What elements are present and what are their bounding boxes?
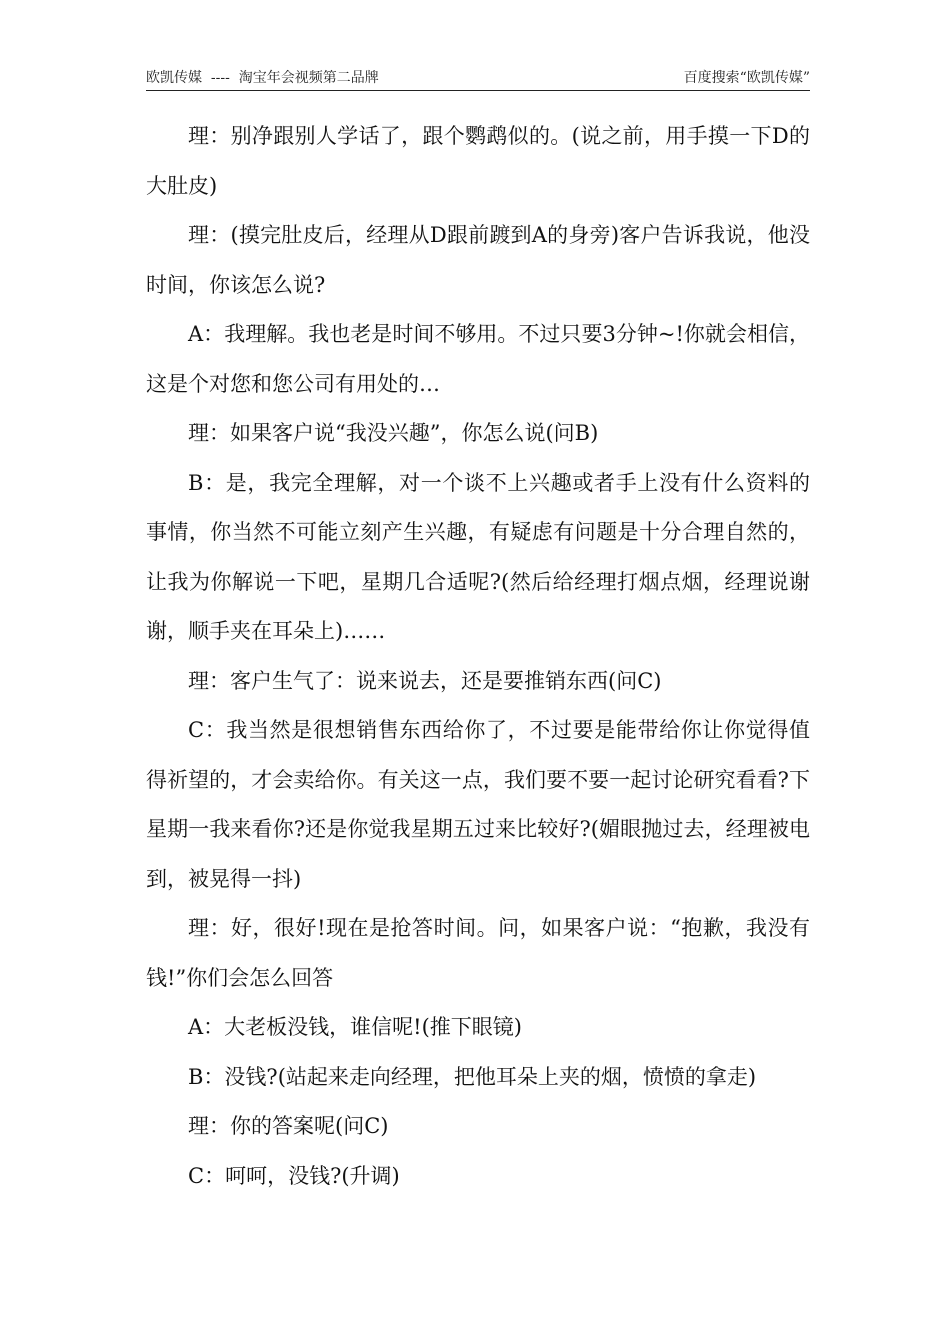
paragraph: B：没钱?(站起来走向经理，把他耳朵上夹的烟，愤愤的拿走) xyxy=(188,1064,757,1089)
paragraph: C：我当然是很想销售东西给你了，不过要是能带给你让你觉得值得祈望的，才会卖给你。有关这一点，我们要不要一起讨论研究看看?下星期一我来看你?还是你觉我星期五过来比较好?(媚眼抛过去，经理被电到，被晃得一抖) xyxy=(146,718,810,891)
document-body xyxy=(146,112,810,1201)
paragraph: 理：客户生气了：说来说去，还是要推销东西(问C) xyxy=(188,668,662,693)
paragraph: A：大老板没钱，谁信呢!(推下眼镜) xyxy=(188,1015,522,1039)
page-header xyxy=(146,68,810,91)
paragraph: 理：别净跟别人学话了，跟个鹦鹉似的。(说之前，用手摸一下D的大肚皮) xyxy=(146,124,810,198)
header-left-text: 欧凯传媒 ---- 淘宝年会视频第二品牌 xyxy=(146,70,379,86)
paragraph: 理：(摸完肚皮后，经理从D跟前踱到A的身旁)客户告诉我说，他没时间，你该怎么说? xyxy=(146,223,810,297)
paragraph: 理：你的答案呢(问C) xyxy=(188,1114,389,1138)
paragraph: B：是，我完全理解，对一个谈不上兴趣或者手上没有什么资料的事情，你当然不可能立刻产生兴趣，有疑虑有问题是十分合理自然的，让我为你解说一下吧，星期几合适呢?(然后给经理打烟点烟，经理说谢谢，顺手夹在耳朵上)…… xyxy=(146,470,810,643)
paragraph: 理：好，很好!现在是抢答时间。问，如果客户说：“抱歉，我没有钱!”你们会怎么回答 xyxy=(146,916,810,990)
paragraph: 理：如果客户说“我没兴趣”，你怎么说(问B) xyxy=(188,421,599,445)
paragraph: A：我理解。我也老是时间不够用。不过只要3分钟~!你就会相信，这是个对您和您公司有用处的… xyxy=(146,322,810,396)
header-right-text: 百度搜索“欧凯传媒” xyxy=(683,70,810,86)
paragraph: C：呵呵，没钱?(升调) xyxy=(188,1163,400,1188)
